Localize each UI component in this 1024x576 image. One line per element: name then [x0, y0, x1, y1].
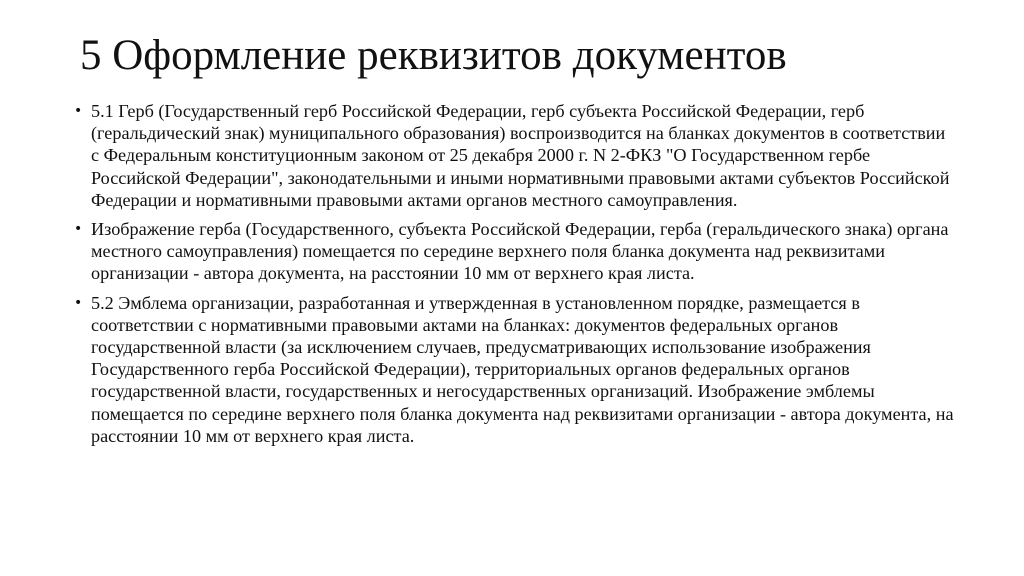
list-item-text: Изображение герба (Государственного, субъекта Российской Федерации, герба (геральдического знака) органа местного самоуправления) помещается по середине верхнего поля бланка документа над реквизитами организации - автора документа, на расстоянии 10 мм от верхнего края листа.: [91, 219, 949, 284]
list-item: [74, 292, 954, 447]
slide-title: 5 Оформление реквизитов документов: [80, 32, 787, 79]
bullet-icon: •: [74, 221, 83, 238]
list-item-text: 5.1 Герб (Государственный герб Российской Федерации, герб субъекта Российской Федерации, герб (геральдический знак) муниципального образования) воспроизводится на бланках документов в соответствии с Федеральным конституционным законом от 25 декабря 2000 г. N 2-ФКЗ "О Государственном гербе Российской Федерации", законодательными и иными нормативными правовыми актами субъектов Российской Федерации и нормативными правовыми актами органов местного самоуправления.: [91, 101, 950, 210]
list-item: [74, 100, 954, 211]
bullet-icon: •: [74, 103, 83, 119]
list-item-text: 5.2 Эмблема организации, разработанная и утвержденная в установленном порядке, размещается в соответствии с нормативными правовыми актами на бланках: документов федеральных органов государственной власти (за исключением случаев, предусматривающих использование изображения Государственного герба Российской Федерации), территориальных органов федеральных органов государственной власти, государственных и негосударственных организаций. Изображение эмблемы помещается по середине верхнего поля бланка документа над реквизитами организации - автора документа, на расстоянии 10 мм от верхнего края листа.: [91, 292, 954, 446]
list-item: [74, 218, 954, 285]
bullet-list: [74, 100, 954, 454]
bullet-icon: •: [74, 294, 83, 311]
